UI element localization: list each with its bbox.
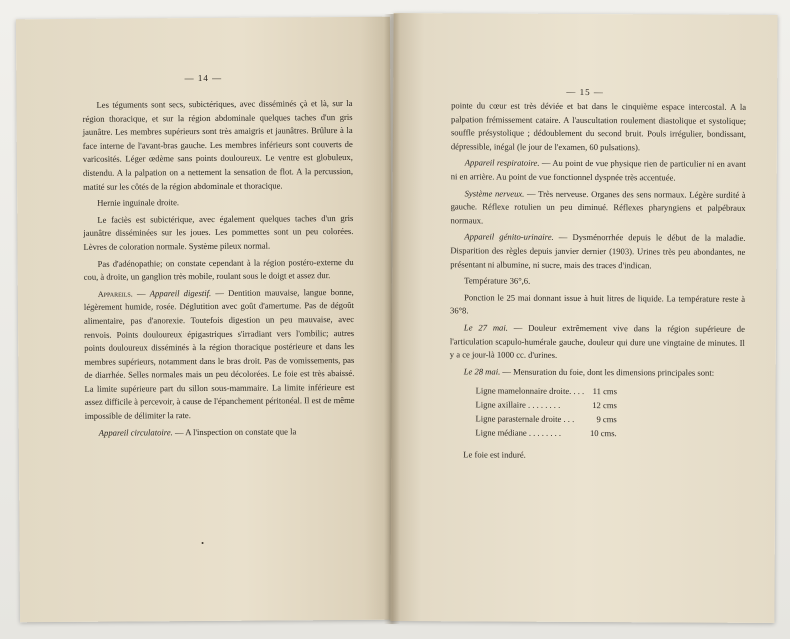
table-row	[476, 385, 617, 400]
subsection-title: Appareil respiratoire.	[464, 157, 540, 169]
page-number-left: — 14 —	[184, 72, 223, 84]
liver-measurement-table	[475, 385, 617, 442]
paragraph-text: — Dysménorrhée depuis le début de la maladie. Disparition des règles depuis janvier dernier (1903). Urines très peu abondantes, ne présentant ni albumine, ni sucre, mais des traces d'indican.	[450, 232, 746, 270]
measure-value: 11 cms	[592, 386, 617, 397]
paragraph-text: — Très nerveuse. Organes des sens normaux. Légère surdité à gauche. Réflexe rotulien un peu diminué. Réflexes pharyngiens et palpébraux normaux.	[450, 188, 746, 226]
date-heading: Le 28 mai.	[463, 366, 501, 377]
paragraph-respiratoire	[451, 157, 746, 186]
subsection-title: Appareil circulatoire.	[98, 426, 173, 438]
table-row	[475, 413, 616, 428]
measure-label: Ligne axillaire . . . . . . . .	[475, 399, 561, 411]
date-heading: Le 27 mai.	[463, 322, 508, 333]
paragraph-may-28	[450, 365, 745, 380]
measure-value: 9 cms	[596, 414, 617, 425]
paragraph: Ponction le 25 mai donnant issue à huit litres de liquide. La température reste à 36°8.	[450, 292, 746, 316]
paragraph-text: — Mensuration du foie, dont les dimensions principales sont:	[500, 366, 715, 378]
paragraph-text: — Dentition mauvaise, langue bonne, légèrement humide, rosée. Déglutition avec goût d'amertume. Pas de dégoût alimentaire, pas d'anorexie. Toutefois digestion un peu mauvaise, avec renvois. Points douloureux épigastriques s'irradiant vers l'ombilic; autres points douloureux disséminés à la région thoracique postérieure et dans les membres supérieurs, notamment dans le bras droit. Pas de vomissements, pas de diarrhée. Selles normales mais un peu décolorées. Le foie est très abaissé. La limite supérieure part du sillon sous-mammaire. La limite inférieure est assez difficile à percevoir, à cause de l'épanchement péritonéal. Il est de même impossible de délimiter la rate.	[83, 286, 355, 421]
paragraph: Température 36°,6.	[464, 275, 531, 286]
subsection-title: Appareil génito-urinaire.	[464, 231, 554, 243]
table-row	[476, 399, 617, 414]
paragraph: Pas d'adénopathie; on constate cependant à la région postéro-externe du cou, à droite, un ganglion très mobile, roulant sous le doigt et assez dur.	[83, 256, 354, 282]
subsection-title: Système nerveux.	[464, 187, 525, 199]
measure-label: Ligne parasternale droite . . .	[475, 413, 575, 425]
paragraph: Les téguments sont secs, subictériques, avec disséminés çà et là, sur la région thoracique, et sur la région abdominale quelques taches d'un gris jaunâtre. Les membres supérieurs sont très amaigris et jaunâtres. Brûlure à la face interne de l'avant-bras gauche. Les membres inférieurs sont couverts de varicosités. Léger œdème sans points douloureux. Le ventre est globuleux, distendu. A la palpation on a nettement la sensation de flot. A la percussion, matité sur les côtés de la région abdominale et thoracique.	[82, 97, 354, 192]
paragraph-nerveux	[450, 187, 745, 229]
paragraph-genito	[450, 231, 745, 273]
measure-value: 12 cms	[592, 400, 617, 411]
page-number-right: — 15 —	[566, 86, 604, 98]
measure-label: Ligne mamelonnaire droite. . . .	[475, 385, 585, 397]
left-page-text	[82, 97, 354, 440]
paragraph-digestif: Appareils. — Appareil digestif. — Dentition mauvaise, langue bonne, légèrement humide, rosée. Déglutition avec goût d'amertume. Pas de dégoût alimentaire, pas d'anorexie. Toutefois digestion un peu mauvaise, avec renvois. Points douloureux épigastriques s'irradiant vers l'ombilic; autres points douloureux disséminés à la région thoracique postérieure et dans les membres supérieurs, notamment dans le bras droit. Pas de vomissements, pas de diarrhée. Selles normales mais un peu décolorées. Le foie est très abaissé. La limite supérieure part du sillon sous-mammaire. La limite inférieure est assez difficile à percevoir, à cause de l'épanchement péritonéal. Il est de même impossible de délimiter la rate.	[83, 286, 355, 421]
paragraph: Hernie inguinale droite.	[97, 197, 180, 208]
paragraph: Le faciès est subictérique, avec également quelques taches d'un gris jaunâtre disséminées sur les joues. Les pommettes sont un peu colorées. Lèvres de coloration normale. Système pileux normal.	[83, 212, 354, 252]
paragraph: Le foie est induré.	[463, 449, 526, 460]
measure-value: 10 cms.	[589, 428, 617, 439]
subsection-title: Appareil digestif.	[149, 287, 212, 299]
paragraph: pointe du cœur est très déviée et bat dans le cinquième espace intercostal. A la palpation frémissement cataire. A l'auscultation roulement diastolique et systolique; souffle présystolique ; dédoublement du second bruit. Pouls irrégulier, bondissant, dépressible, inégal (le jour de l'examen, 60 pulsations).	[450, 100, 747, 153]
paragraph-text: — Au point de vue physique rien de particulier ni en avant ni en arrière. Au point de vue fonctionnel dyspnée très accentuée.	[450, 158, 746, 183]
paragraph-circulatoire	[85, 425, 355, 440]
right-page	[390, 13, 777, 623]
right-page-text	[449, 99, 746, 463]
paragraph-text: — Douleur extrêmement vive dans la région supérieure de l'articulation scapulo-humérale gauche, douleur qui dure une vingtaine de minutes. Il y a ce jour-là 1000 cc. d'urines.	[449, 322, 745, 360]
book-gutter	[384, 14, 400, 624]
measure-label: Ligne médiane . . . . . . . .	[475, 427, 562, 439]
ink-mark	[202, 542, 204, 544]
paragraph-text: — A l'inspection on constate que la	[172, 426, 297, 437]
left-page	[16, 17, 394, 623]
section-heading: Appareils.	[97, 289, 133, 299]
paragraph-may-27	[450, 321, 745, 363]
table-row	[475, 427, 616, 442]
